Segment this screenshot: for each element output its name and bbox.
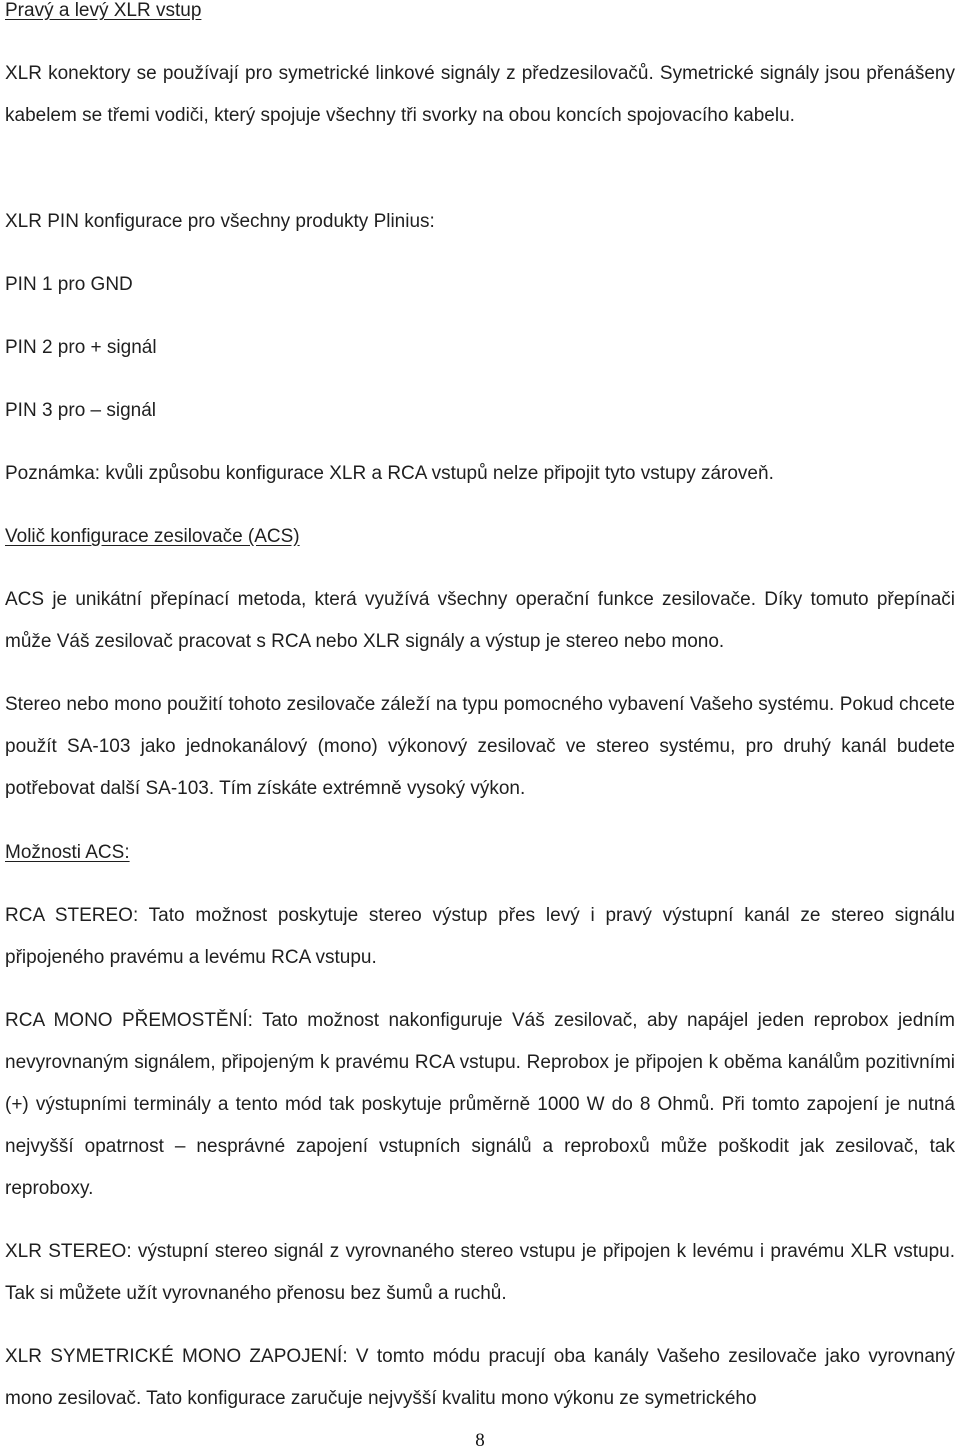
acs-options-heading: Možnosti ACS: xyxy=(5,842,130,863)
option-xlr-symmetric-mono: XLR SYMETRICKÉ MONO ZAPOJENÍ: V tomto módu pracují oba kanály Vašeho zesilovače jako vyrovnaný mono zesilovač. Tato konfigurace zaručuje nejvyšší kvalitu mono výkonu ze symetrického xyxy=(5,1346,955,1409)
acs-description-paragraph: ACS je unikátní přepínací metoda, která využívá všechny operační funkce zesilovače. Díky tomuto přepínači může Váš zesilovač pracovat s RCA nebo XLR signály a výstup je stereo nebo mono. xyxy=(5,589,955,652)
xlr-intro-paragraph: XLR konektory se používají pro symetrické linkové signály z předzesilovačů. Symetrické signály jsou přenášeny kabelem se třemi vodiči, který spojuje všechny tři svorky na obou koncích spojovacího kabelu. xyxy=(5,63,955,126)
option-rca-stereo: RCA STEREO: Tato možnost poskytuje stereo výstup přes levý i pravý výstupní kanál ze stereo signálu připojeného pravému a levému RCA vstupu. xyxy=(5,905,955,968)
option-rca-mono-bridge: RCA MONO PŘEMOSTĚNÍ: Tato možnost nakonfiguruje Váš zesilovač, aby napájel jeden reprobox jedním nevyrovnaným signálem, připojeným k pravému RCA vstupu. Reprobox je připojen k oběma kanálům pozitivními (+) výstupními terminály a tento mód tak poskytuje průměrně 1000 W do 8 Ohmů. Při tomto zapojení je nutná nejvyšší opatrnost – nesprávné zapojení vstupních signálů a reproboxů může poškodit jak zesilovač, tak reproboxy. xyxy=(5,1010,955,1199)
pin-3-line: PIN 3 pro – signál xyxy=(5,400,157,421)
note-paragraph: Poznámka: kvůli způsobu konfigurace XLR a RCA vstupů nelze připojit tyto vstupy zároveň. xyxy=(5,463,774,484)
pin-1-line: PIN 1 pro GND xyxy=(5,274,133,295)
acs-heading: Volič konfigurace zesilovače (ACS) xyxy=(5,526,300,547)
option-xlr-stereo: XLR STEREO: výstupní stereo signál z vyrovnaného stereo vstupu je připojen k levému i pravému XLR vstupu. Tak si můžete užít vyrovnaného přenosu bez šumů a ruchů. xyxy=(5,1241,955,1304)
pin-2-line: PIN 2 pro + signál xyxy=(5,337,157,358)
section-title: Pravý a levý XLR vstup xyxy=(5,0,202,21)
page-number: 8 xyxy=(475,1430,485,1451)
stereo-mono-paragraph: Stereo nebo mono použití tohoto zesilovače záleží na typu pomocného vybavení Vašeho systému. Pokud chcete použít SA-103 jako jednokanálový (mono) výkonový zesilovač ve stereo systému, pro druhý kanál budete potřebovat další SA-103. Tím získáte extrémně vysoký výkon. xyxy=(5,694,955,799)
pin-config-title: XLR PIN konfigurace pro všechny produkty Plinius: xyxy=(5,211,435,232)
